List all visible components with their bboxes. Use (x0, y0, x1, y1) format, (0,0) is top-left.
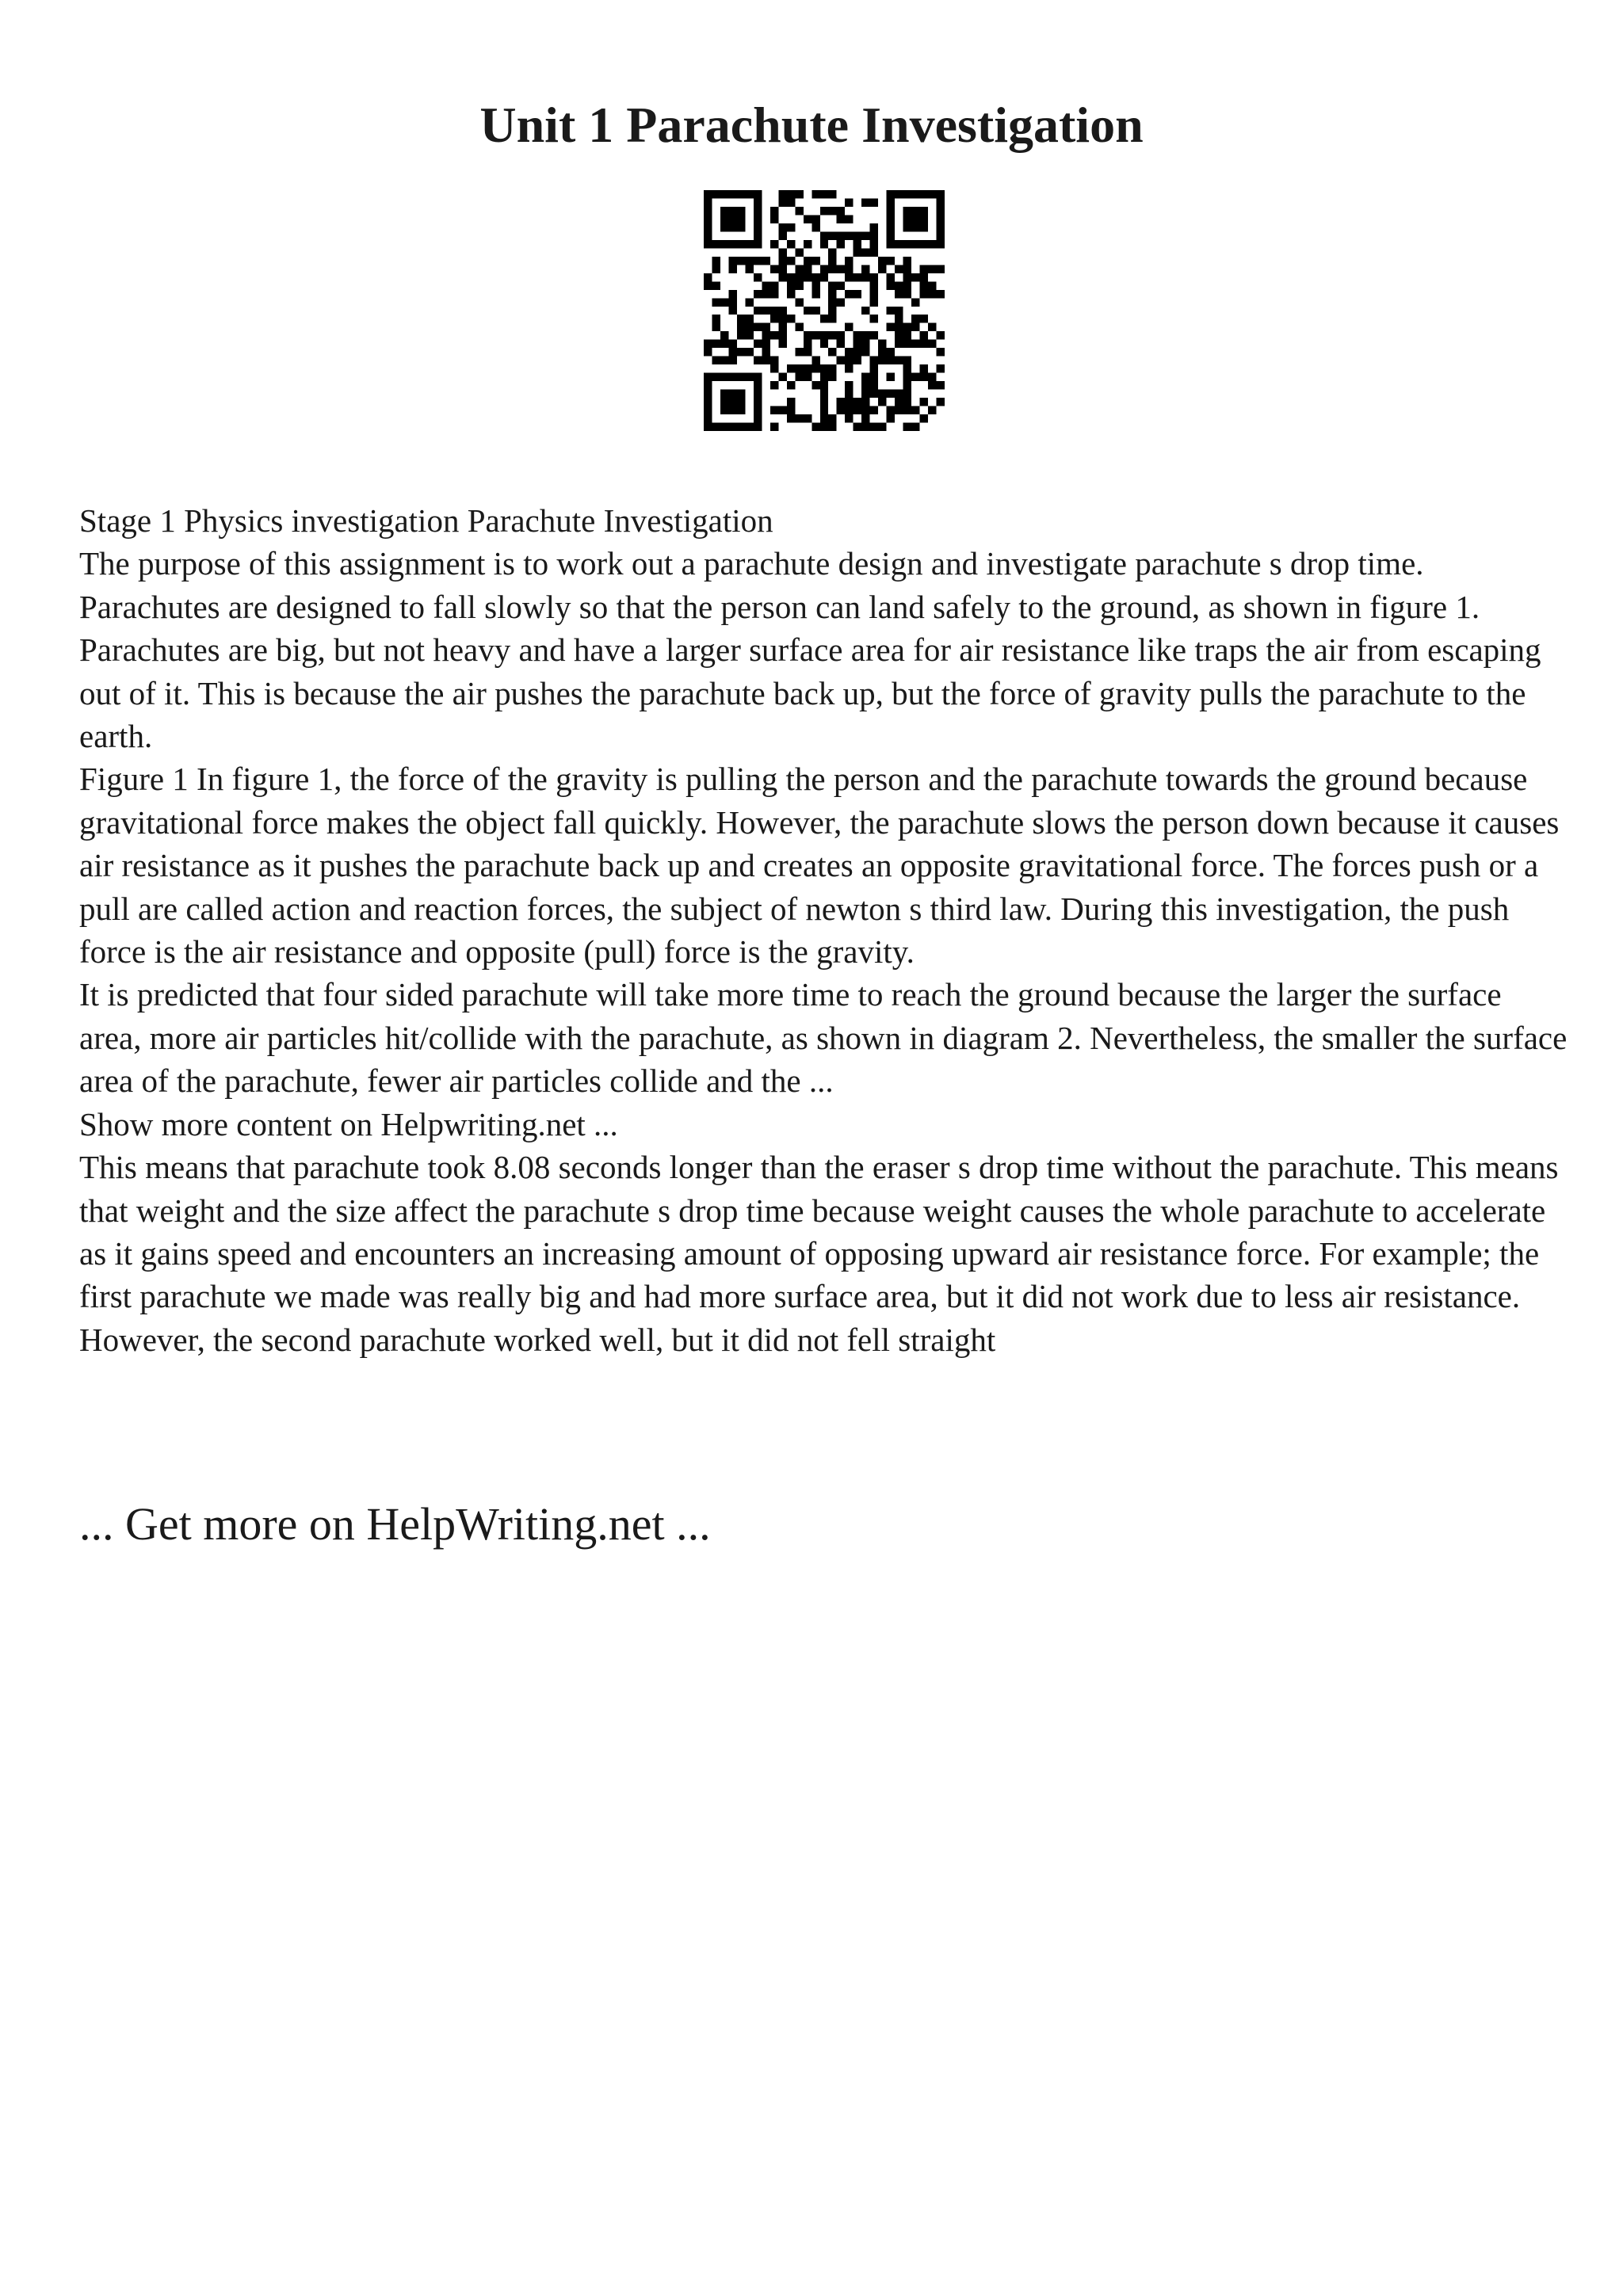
page-title: Unit 1 Parachute Investigation (479, 97, 1144, 153)
show-more-link[interactable]: Show more content on Helpwriting.net ... (79, 1105, 618, 1142)
qr-code-icon (704, 190, 945, 431)
paragraph-intro-heading: Stage 1 Physics investigation Parachute Investigation (79, 502, 773, 539)
get-more-link[interactable]: ... Get more on HelpWriting.net ... (79, 1498, 711, 1550)
paragraph-purpose: The purpose of this assignment is to work out a parachute design and investigate parachute s drop time. Parachutes are designed to fall slowly so that the person can land safely to the ground, as shown in figure 1. Parachutes are big, but not heavy and have a larger surface area for air resistance like traps the air from escaping out of it. This is because the air pushes the parachute back up, but the force of gravity pulls the parachute to the earth. (79, 545, 1541, 755)
paragraph-prediction: It is predicted that four sided parachute will take more time to reach the ground because the larger the surface area, more air particles hit/collide with the parachute, as shown in diagram 2. Nevertheless, the smaller the surface area of the parachute, fewer air particles collide and the ... (79, 976, 1568, 1100)
paragraph-results: This means that parachute took 8.08 seconds longer than the eraser s drop time without the parachute. This means that weight and the size affect the parachute s drop time because weight causes the whole parachute to accelerate as it gains speed and encounters an increasing amount of opposing upward air resistance force. For example; the first parachute we made was really big and had more surface area, but it did not work due to less air resistance. However, the second parachute worked well, but it did not fell straight (79, 1149, 1559, 1358)
paragraph-figure-1: Figure 1 In figure 1, the force of the gravity is pulling the person and the parachute towards the ground because gravitational force makes the object fall quickly. However, the parachute slows the person down because it causes air resistance as it pushes the parachute back up and creates an opposite gravitational force. The forces push or a pull are called action and reaction forces, the subject of newton s third law. During this investigation, the push force is the air resistance and opposite (pull) force is the gravity. (79, 761, 1560, 971)
body-text (79, 499, 1569, 1361)
